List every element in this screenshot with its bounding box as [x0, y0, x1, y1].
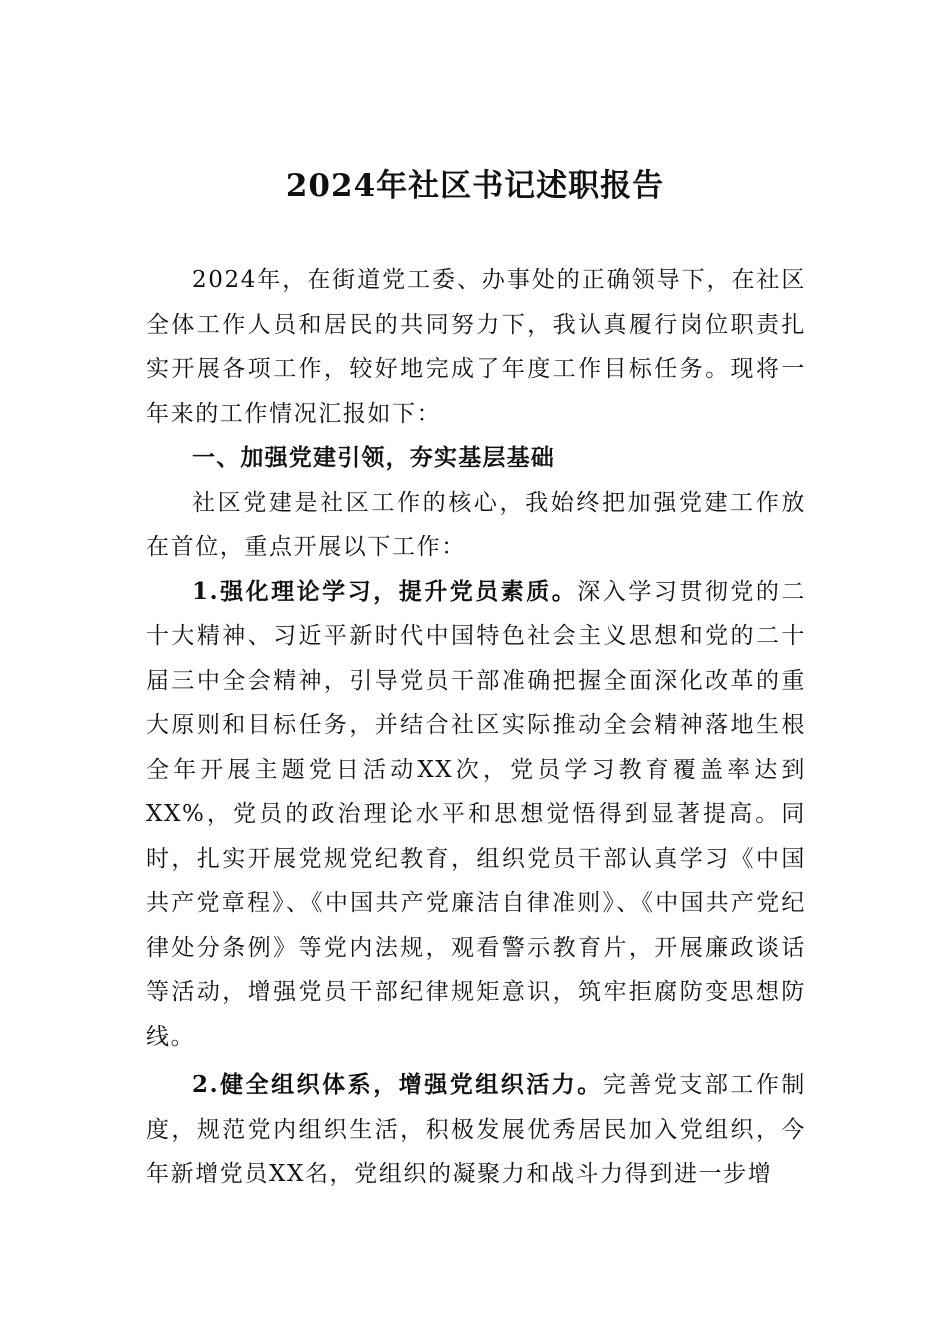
intro-paragraph: 2024年，在街道党工委、办事处的正确领导下，在社区全体工作人员和居民的共同努力下，我认真履行岗位职责扎实开展各项工作，较好地完成了年度工作目标任务。现将一年来的工作情况汇报如下：	[146, 267, 806, 427]
item-2-text: 完善党支部工作制度，规范党内组织生活，积极发展优秀居民加入党组织，今年新增党员XX名，党组织的凝聚力和战斗力得到进一步增	[146, 1072, 806, 1187]
section-heading: 一、加强党建引领，夯实基层基础	[192, 445, 555, 471]
document-title: 2024年社区书记述职报告	[285, 168, 665, 204]
item-1-lead: 1.强化理论学习，提升党员素质。	[192, 577, 578, 605]
item-1-paragraph	[146, 570, 806, 1060]
item-2-lead: 2.健全组织体系，增强党组织活力。	[192, 1071, 603, 1098]
item-2-paragraph	[146, 1063, 806, 1197]
item-1-text: 深入学习贯彻党的二十大精神、习近平新时代中国特色社会主义思想和党的二十届三中全会精神，引导党员干部准确把握全面深化改革的重大原则和目标任务，并结合社区实际推动全会精神落地生根全年开展主题党日活动XX次，党员学习教育覆盖率达到XX%，党员的政治理论水平和思想觉悟得到显著提高。同时，扎实开展党规党纪教育，组织党员干部认真学习《中国共产党章程》、《中国共产党廉洁自律准则》、《中国共产党纪律处分条例》等党内法规，观看警示教育片，开展廉政谈话等活动，增强党员干部纪律规矩意识，筑牢拒腐防变思想防线。	[146, 578, 806, 1050]
document-body	[146, 258, 806, 1197]
section-intro-paragraph: 社区党建是社区工作的核心，我始终把加强党建工作放在首位，重点开展以下工作：	[146, 489, 806, 560]
